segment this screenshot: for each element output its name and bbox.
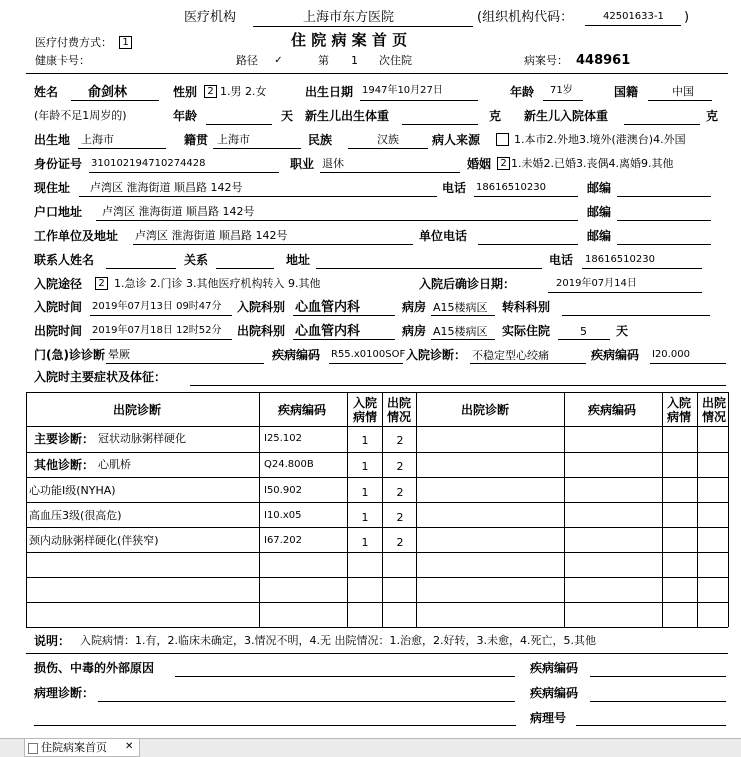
native-value: 上海市 <box>217 133 250 146</box>
org-code-label: (组织机构代码： <box>477 10 574 25</box>
out-time-label: 出院时间 <box>34 324 83 338</box>
birthplace-label: 出生地 <box>34 133 71 147</box>
native-label: 籍贯 <box>184 133 209 147</box>
diag-name: 颈内动脉粥样硬化(伴狭窄) <box>29 534 159 547</box>
col-header-diag: 出院诊断 <box>113 403 162 417</box>
tab-record-homepage[interactable] <box>24 739 140 757</box>
hukou-value: 卢湾区 淮海街道 顺昌路 142号 <box>102 205 255 218</box>
ethnic-value: 汉族 <box>377 133 399 146</box>
birth-date: 1947年10月27日 <box>362 85 443 96</box>
institution-label: 医疗机构 <box>184 10 237 25</box>
diag-name: 心肌桥 <box>98 458 131 471</box>
other-diag-prefix: 其他诊断： <box>34 458 95 472</box>
zip-label-3: 邮编 <box>587 229 612 243</box>
pathology-diag-label: 病理诊断： <box>34 686 95 700</box>
close-icon[interactable]: ✕ <box>125 741 134 752</box>
newborn-weight-label: 新生儿出生体重 <box>305 109 390 123</box>
er-code-value: R55.x0100SOF <box>331 349 406 360</box>
route-label: 入院途径 <box>34 277 83 291</box>
contact-phone-label: 电话 <box>549 253 574 267</box>
document-icon <box>28 743 38 754</box>
in-dept-value: 心血管内科 <box>295 300 361 315</box>
col-header-out-2: 出院情况 <box>701 396 726 424</box>
document-tab-bar <box>0 738 741 757</box>
sex-options: 1.男 2.女 <box>220 85 267 98</box>
diag-admit-cond: 1 <box>361 511 369 524</box>
name-label: 姓名 <box>34 85 59 99</box>
marriage-value[interactable]: 2 <box>497 157 510 170</box>
admit-no-prefix: 第 <box>318 54 329 67</box>
birthplace-value: 上海市 <box>81 133 114 146</box>
sex-label: 性别 <box>173 85 198 99</box>
diag-admit-cond: 1 <box>361 536 369 549</box>
diag-out-cond: 2 <box>396 434 404 447</box>
work-value: 卢湾区 淮海街道 顺昌路 142号 <box>135 229 288 242</box>
sex-value[interactable]: 2 <box>204 85 217 98</box>
job-value: 退休 <box>322 157 344 170</box>
patient-name: 俞剑林 <box>88 85 128 100</box>
job-label: 职业 <box>290 157 315 171</box>
diag-out-cond: 2 <box>396 511 404 524</box>
pathology-code-label: 疾病编码 <box>530 686 579 700</box>
stay-value: 5 <box>580 325 587 338</box>
diag-code: I67.202 <box>264 535 302 546</box>
primary-diag-prefix: 主要诊断： <box>34 432 95 446</box>
admit-code-value: I20.000 <box>652 349 690 360</box>
confirm-label: 入院后确诊日期： <box>419 277 516 291</box>
out-dept-label: 出院科别 <box>237 324 286 338</box>
infant-age-label: (年龄不足1周岁的) <box>34 109 127 122</box>
age-value: 71岁 <box>550 85 573 96</box>
col-header-out: 出院情况 <box>386 396 411 424</box>
in-time-value: 2019年07月13日 09时47分 <box>92 301 222 312</box>
col-header-admit-2: 入院病情 <box>666 396 691 424</box>
notes-label: 说明： <box>34 634 71 648</box>
er-code-label: 疾病编码 <box>272 348 321 362</box>
er-diag-label: 门(急)诊诊断 <box>34 348 105 362</box>
diag-code: I25.102 <box>264 433 302 444</box>
route-options: 1.急诊 2.门诊 3.其他医疗机构转入 9.其他 <box>114 277 321 290</box>
in-time-label: 入院时间 <box>34 300 83 314</box>
case-no-label: 病案号： <box>524 54 568 67</box>
stay-label: 实际住院 <box>502 324 551 338</box>
out-time-value: 2019年07月18日 12时52分 <box>92 325 222 336</box>
tab-label: 住院病案首页 <box>41 741 107 754</box>
zip-label-2: 邮编 <box>587 205 612 219</box>
diag-name: 冠状动脉粥样硬化 <box>98 432 186 445</box>
form-top-border <box>26 73 728 74</box>
ethnic-label: 民族 <box>308 133 333 147</box>
diag-admit-cond: 1 <box>361 486 369 499</box>
hukou-label: 户口地址 <box>34 205 83 219</box>
stay-unit: 天 <box>616 324 629 338</box>
path-check[interactable]: ✓ <box>272 54 285 67</box>
diag-out-cond: 2 <box>396 486 404 499</box>
contact-label: 联系人姓名 <box>34 253 95 267</box>
phone-value: 18616510230 <box>476 182 546 193</box>
id-value: 310102194710274428 <box>91 158 206 169</box>
id-label: 身份证号 <box>34 157 83 171</box>
admit-no-suffix: 次住院 <box>379 54 412 67</box>
institution-name: 上海市东方医院 <box>303 10 395 25</box>
nationality-label: 国籍 <box>614 85 639 99</box>
diag-out-cond: 2 <box>396 460 404 473</box>
org-code: 42501633-1 <box>603 11 664 22</box>
admit-diag-label: 入院诊断： <box>406 348 467 362</box>
out-ward-label: 病房 <box>402 324 427 338</box>
col-header-diag-2: 出院诊断 <box>461 403 510 417</box>
confirm-date: 2019年07月14日 <box>556 278 637 289</box>
symptom-label: 入院时主要症状及体征： <box>34 370 167 384</box>
admit-code-label: 疾病编码 <box>591 348 640 362</box>
payment-value[interactable]: 1 <box>119 36 132 49</box>
in-ward-value: A15楼病区 <box>433 301 488 314</box>
col-header-code: 疾病编码 <box>278 403 327 417</box>
out-dept-value: 心血管内科 <box>295 324 361 339</box>
diag-code: I10.x05 <box>264 510 302 521</box>
diag-admit-cond: 1 <box>361 460 369 473</box>
case-no: 448961 <box>576 53 631 68</box>
pathology-no-label: 病理号 <box>530 711 567 725</box>
source-checkbox[interactable] <box>496 133 509 146</box>
phone-label: 电话 <box>442 181 467 195</box>
marriage-options: 1.未婚2.已婚3.丧偶4.离婚9.其他 <box>511 157 674 170</box>
injury-label: 损伤、中毒的外部原因 <box>34 661 155 675</box>
health-card-label: 健康卡号： <box>35 54 90 67</box>
address-value: 卢湾区 淮海街道 顺昌路 142号 <box>90 181 243 194</box>
relation-label: 关系 <box>184 253 209 267</box>
diag-name: 心功能Ⅰ级(NYHA) <box>29 484 116 497</box>
source-label: 病人来源 <box>432 133 481 147</box>
col-header-code-2: 疾病编码 <box>588 403 637 417</box>
marriage-label: 婚姻 <box>467 157 492 171</box>
route-value[interactable]: 2 <box>95 277 108 290</box>
transfer-label: 转科科别 <box>502 300 551 314</box>
infant-age-label2: 年龄 <box>173 109 198 123</box>
er-diag-value: 晕厥 <box>108 348 130 361</box>
out-ward-value: A15楼病区 <box>433 325 488 338</box>
institution-underline <box>253 26 473 27</box>
col-header-admit: 入院病情 <box>352 396 377 424</box>
in-ward-label: 病房 <box>402 300 427 314</box>
org-code-underline <box>585 25 681 26</box>
path-label: 路径 <box>236 54 258 67</box>
diag-code: I50.902 <box>264 485 302 496</box>
diag-out-cond: 2 <box>396 536 404 549</box>
page-title: 住 院 病 案 首 页 <box>291 31 408 49</box>
diag-code: Q24.800B <box>264 459 314 470</box>
in-dept-label: 入院科别 <box>237 300 286 314</box>
address-label: 现住址 <box>34 181 71 195</box>
age-label: 年龄 <box>510 85 535 99</box>
source-options: 1.本市2.外地3.境外(港澳台)4.外国 <box>514 133 686 146</box>
newborn-admit-weight-label: 新生儿入院体重 <box>524 109 609 123</box>
day-unit: 天 <box>281 109 294 123</box>
gram-unit: 克 <box>489 109 502 123</box>
diag-admit-cond: 1 <box>361 434 369 447</box>
birth-label: 出生日期 <box>305 85 354 99</box>
admit-no: 1 <box>351 54 358 67</box>
payment-label: 医疗付费方式： <box>35 36 112 49</box>
injury-code-label: 疾病编码 <box>530 661 579 675</box>
contact-phone-value: 18616510230 <box>585 254 655 265</box>
contact-address-label: 地址 <box>286 253 311 267</box>
diag-name: 高血压3级(很高危) <box>29 509 122 522</box>
org-code-close: ) <box>684 10 690 25</box>
work-label: 工作单位及地址 <box>34 229 119 243</box>
work-phone-label: 单位电话 <box>419 229 468 243</box>
zip-label: 邮编 <box>587 181 612 195</box>
nationality-value: 中国 <box>672 85 694 98</box>
gram-unit-2: 克 <box>706 109 719 123</box>
notes-text: 入院病情：1.有，2.临床未确定，3.情况不明，4.无 出院情况：1.治愈，2.好转，3.未愈，4.死亡，5.其他 <box>80 634 596 647</box>
admit-diag-value: 不稳定型心绞痛 <box>472 349 549 362</box>
